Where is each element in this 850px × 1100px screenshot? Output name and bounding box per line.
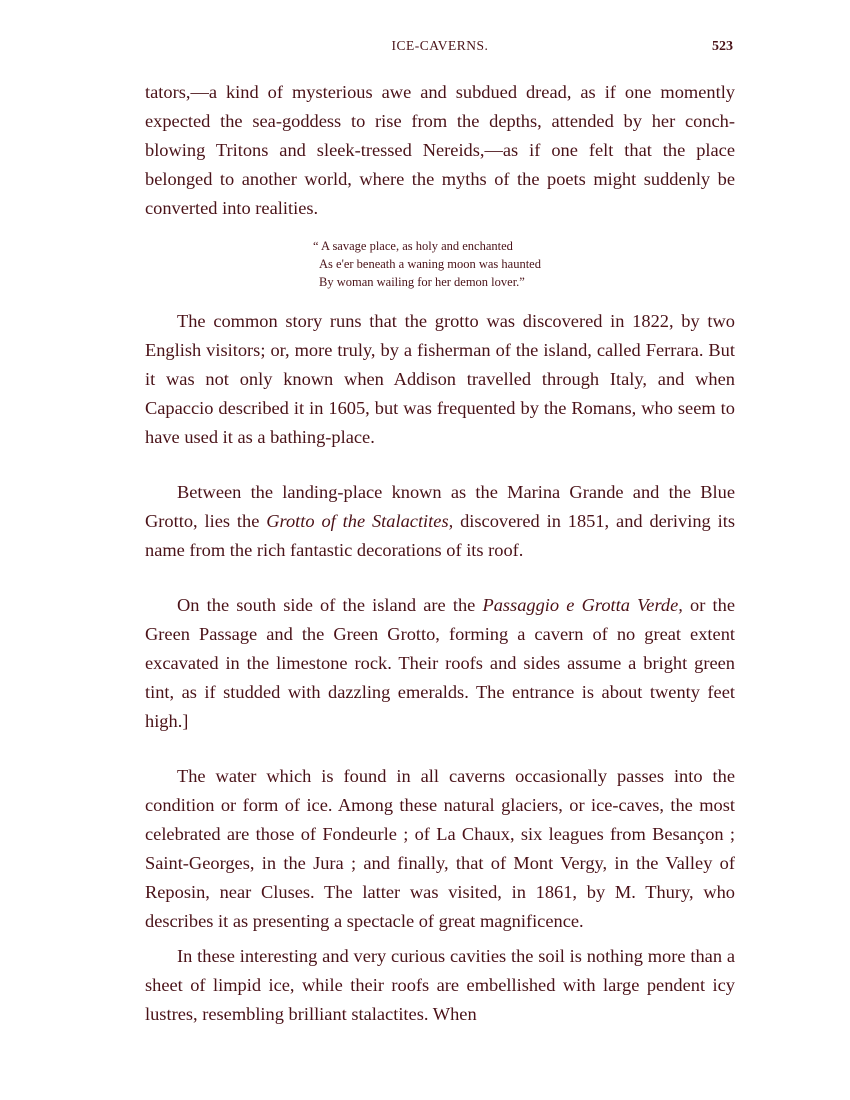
italic-term: Passaggio e Grotta Verde, — [482, 595, 683, 615]
text-run: or the Green Passage and the Green Grotto, forming a cavern of no great extent excavated in the limestone rock. Their roofs and sides assume a bright green tint, as if studded with dazzling emeralds. The entrance is about twenty feet high.] — [145, 595, 735, 731]
text-run: Between the landing-place known as the Marina Grande and the Blue Grotto, lies the — [145, 482, 735, 531]
body-text — [145, 78, 735, 1029]
paragraph-ice-caves: The water which is found in all caverns occasionally passes into the condition or form of ice. Among these natural glaciers, or ice-caves, the most celebrated are those of Fondeurle ; of La Chaux, six leagues from Besançon ; Saint-Georges, in the Jura ; and finally, that of Mont Vergy, in the Valley of Reposin, near Cluses. The latter was visited, in 1861, by M. Thury, who describes it as presenting a spectacle of great magnificence. — [145, 766, 735, 931]
quote-line: “ A savage place, as holy and enchanted — [313, 239, 513, 253]
verse-quotation — [313, 237, 735, 291]
quote-line: As e'er beneath a waning moon was haunted — [319, 257, 541, 271]
paragraph-continuation: tators,—a kind of mysterious awe and subdued dread, as if one momently expected the sea-goddess to rise from the depths, attended by her conch-blowing Tritons and sleek-tressed Nereids,—as if one felt that the place belonged to another world, where the myths of the poets might suddenly be converted into realities. — [145, 82, 735, 218]
italic-term: Grotto of the Stalactites, — [266, 511, 454, 531]
paragraph-stalactites — [145, 478, 735, 565]
text-run: On the south side of the island are the — [177, 595, 483, 615]
paragraph-grotto-discovery: The common story runs that the grotto was discovered in 1822, by two English visitors; or, more truly, by a fisherman of the island, called Ferrara. But it was not only known when Addison travelled through Italy, and when Capaccio described it in 1605, but was frequented by the Romans, who seem to have used it as a bathing-place. — [145, 311, 735, 447]
quote-line: By woman wailing for her demon lover.” — [319, 275, 525, 289]
text-run: discovered in 1851, and deriving its name from the rich fantastic decorations of its roof. — [145, 511, 735, 560]
running-header — [145, 38, 735, 60]
paragraph-ice-soil: In these interesting and very curious cavities the soil is nothing more than a sheet of limpid ice, while their roofs are embellished with large pendent icy lustres, resembling brilliant stalactites. When — [145, 946, 735, 1024]
page-number: 523 — [712, 39, 733, 54]
paragraph-green-grotto — [145, 591, 735, 736]
running-title: ICE-CAVERNS. — [391, 38, 489, 53]
